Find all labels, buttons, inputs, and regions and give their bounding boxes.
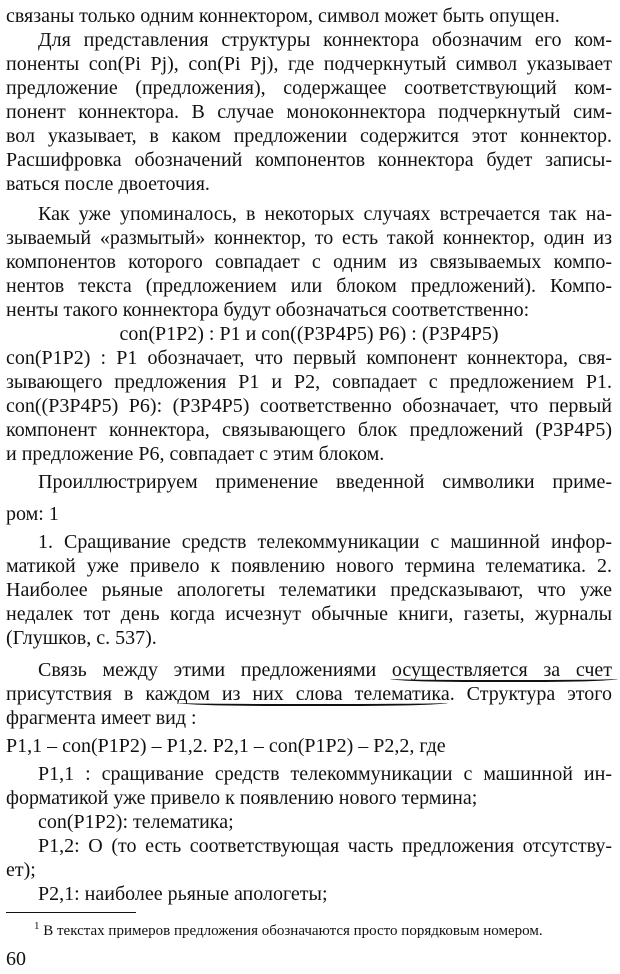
text-line: Для представления структуры коннектора обозначим его ком- [38, 29, 612, 51]
text-line: ром: 1 [6, 503, 59, 525]
text-line: матикой уже привело к появлению нового термина телематика. 2. [6, 555, 612, 577]
text-line: Проиллюстрируем применение введенной символики приме- [38, 471, 612, 493]
text-line: предложение (предложения), содержащее соответствующий ком- [6, 77, 612, 99]
text-line: понент коннектора. В случае моноконнектора подчеркнутый сим- [6, 101, 612, 123]
text-line: (Глушков, с. 537). [6, 627, 157, 649]
page-number: 60 [6, 948, 26, 970]
text-line: Как уже упоминалось, в некоторых случаях встречается так на- [38, 203, 612, 225]
text-line: con(P1P2): телематика; [38, 811, 234, 833]
text-line: P1,1 : сращивание средств телекоммуникации с машинной ин- [38, 763, 612, 785]
text-line: Связь между этими предложениями осуществляется за счет [38, 659, 612, 681]
text-line: поненты con(Pi Pj), con(Pi Pj), где подчеркнутый символ указывает [6, 53, 612, 75]
text-line: зываемый «размытый» коннектор, то есть такой коннектор, один из [6, 227, 612, 249]
text-line: Расшифровка обозначений компонентов коннектора будет записы- [6, 149, 612, 171]
text-line: ненты такого коннектора будут обозначаться соответственно: [6, 299, 530, 321]
handwritten-underline [390, 674, 618, 682]
formula-line: con(P1P2) : P1 и con((P3P4P5) P6) : (P3P4P5) [119, 323, 499, 345]
text-line: ет); [6, 859, 36, 881]
text-line: P1,2: О (то есть соответствующая часть предложения отсутству- [38, 835, 612, 857]
text-line: недалек тот день когда исчезнут обычные книги, газеты, журналы [6, 603, 612, 625]
text-line: Наиболее рьяные апологеты телематики предсказывают, что уже [6, 579, 612, 601]
text-line: con(P1P2) : P1 обозначает, что первый компонент коннектора, свя- [6, 347, 612, 369]
formula-line: P1,1 – con(P1P2) – P1,2. P2,1 – con(P1P2) – P2,2, где [6, 735, 446, 757]
text-line: фрагмента имеет вид : [6, 707, 197, 729]
text-line: связаны только одним коннектором, символ может быть опущен. [6, 5, 560, 27]
text-line: и предложение P6, совпадает с этим блоком. [6, 443, 385, 465]
text-line: нентов текста (предложением или блоком предложений). Компо- [6, 275, 612, 297]
text-line: 1. Сращивание средств телекоммуникации с машинной инфор- [38, 531, 612, 553]
text-line: присутствия в каждом из них слова телематика. Структура этого [6, 683, 612, 705]
text-line: компонент коннектора, связывающего блок предложений (P3P4P5) [6, 419, 612, 441]
text-line: ваться после двоеточия. [6, 173, 210, 195]
text-line: вол указывает, в каком предложении содержится этот коннектор. [6, 125, 612, 147]
text-line: компонентов которого совпадает с одним из связываемых компо- [6, 251, 612, 273]
footnote-mark: 1 [34, 920, 40, 932]
handwritten-underline [178, 698, 448, 706]
text-line: зывающего предложения P1 и P2, совпадает с предложением P1. [6, 371, 612, 393]
footnote-text: В текстах примеров предложения обозначаются просто порядковым номером. [43, 923, 543, 939]
text-line: форматикой уже привело к появлению нового термина; [6, 787, 478, 809]
text-line: con((P3P4P5) P6): (P3P4P5) соответственно обозначает, что первый [6, 395, 612, 417]
text-line: P2,1: наиболее рьяные апологеты; [38, 883, 328, 905]
